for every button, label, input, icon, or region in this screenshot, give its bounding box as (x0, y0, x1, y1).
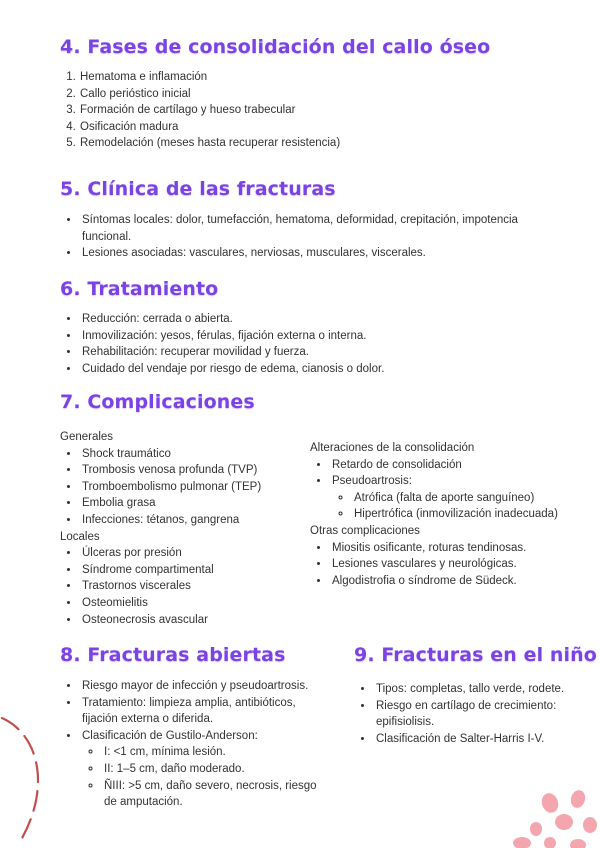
section-4-heading: 4. Fases de consolidación del callo óseo (60, 36, 491, 58)
decorative-dots-icon (500, 785, 600, 848)
list-item: • Rehabilitación: recuperar movilidad y fuerza. (80, 344, 580, 361)
list-item: • Embolia grasa (80, 495, 300, 512)
gustilo-label: Clasificación de Gustilo-Anderson: (82, 729, 258, 742)
list-item: • Riesgo en cartílago de crecimiento: epifisiolisis. (374, 698, 579, 731)
list-item: ◦ ÑIII: >5 cm, daño severo, necrosis, riesgo de amputación. (102, 778, 332, 811)
list-item (330, 473, 565, 523)
list-item: • Tipos: completas, tallo verde, rodete. (374, 681, 579, 698)
list-item: • Riesgo mayor de infección y pseudoartrosis. (80, 678, 332, 695)
section-6-heading: 6. Tratamiento (60, 278, 219, 300)
decorative-arc-icon (0, 700, 60, 848)
list-item: ◦ I: <1 cm, mínima lesión. (102, 744, 332, 761)
pseudoartrosis-label: Pseudoartrosis: (332, 475, 412, 488)
list-item: • Síndrome compartimental (80, 562, 300, 579)
list-item: 1. Hematoma e inflamación (79, 69, 580, 86)
consolidacion-label: Alteraciones de la consolidación (310, 442, 475, 454)
list-item: ◦ Atrófica (falta de aporte sanguíneo) (352, 490, 565, 507)
section-5-heading: 5. Clínica de las fracturas (60, 178, 336, 200)
list-item: ◦ Hipertrófica (inmovilización inadecuada) (352, 506, 565, 523)
section-8-heading: 8. Fracturas abiertas (60, 644, 286, 666)
locales-label: Locales (60, 530, 100, 543)
list-item: 2. Callo perióstico inicial (79, 86, 580, 103)
list-item: • Trombosis venosa profunda (TVP) (80, 462, 300, 479)
list-item: • Retardo de consolidación (330, 457, 565, 474)
list-item: 5. Remodelación (meses hasta recuperar resistencia) (79, 135, 580, 152)
list-item: • Cuidado del vendaje por riesgo de edema, cianosis o dolor. (80, 361, 580, 378)
section-6-list (60, 311, 580, 377)
list-item: • Úlceras por presión (80, 545, 300, 562)
section-8-list (60, 678, 332, 811)
list-item: • Síntomas locales: dolor, tumefacción, hematoma, deformidad, crepitación, impotencia funcional. (80, 212, 560, 245)
list-item: • Infecciones: tétanos, gangrena (80, 512, 300, 529)
list-item: • Lesiones vasculares y neurológicas. (330, 556, 565, 573)
list-item: • Tratamiento: limpieza amplia, antibióticos, fijación externa o diferida. (80, 695, 332, 728)
list-item: • Inmovilización: yesos, férulas, fijación externa o interna. (80, 328, 580, 345)
complicaciones-right-column (310, 440, 565, 589)
list-item: 3. Formación de cartílago y hueso trabecular (79, 102, 580, 119)
list-item: 4. Osificación madura (79, 119, 580, 136)
list-item: • Trastornos viscerales (80, 578, 300, 595)
list-item: • Shock traumático (80, 446, 300, 463)
section-5-list (60, 212, 560, 262)
list-item: ◦ II: 1–5 cm, daño moderado. (102, 761, 332, 778)
list-item: • Reducción: cerrada o abierta. (80, 311, 580, 328)
list-item: • Miositis osificante, roturas tendinosas. (330, 540, 565, 557)
list-item: • Clasificación de Salter-Harris I-V. (374, 731, 579, 748)
generales-label: Generales (60, 431, 114, 443)
complicaciones-left-column (60, 429, 300, 628)
list-item: • Lesiones asociadas: vasculares, nerviosas, musculares, viscerales. (80, 245, 560, 262)
list-item (80, 728, 332, 811)
list-item: • Osteonecrosis avascular (80, 612, 300, 629)
section-4-list (60, 69, 580, 152)
section-7-heading: 7. Complicaciones (60, 391, 255, 413)
section-9-heading: 9. Fracturas en el niño (354, 644, 597, 666)
list-item: • Algodistrofia o síndrome de Südeck. (330, 573, 565, 590)
list-item: • Osteomielitis (80, 595, 300, 612)
section-9-list (354, 681, 579, 747)
list-item: • Tromboembolismo pulmonar (TEP) (80, 479, 300, 496)
otras-label: Otras complicaciones (310, 524, 420, 537)
